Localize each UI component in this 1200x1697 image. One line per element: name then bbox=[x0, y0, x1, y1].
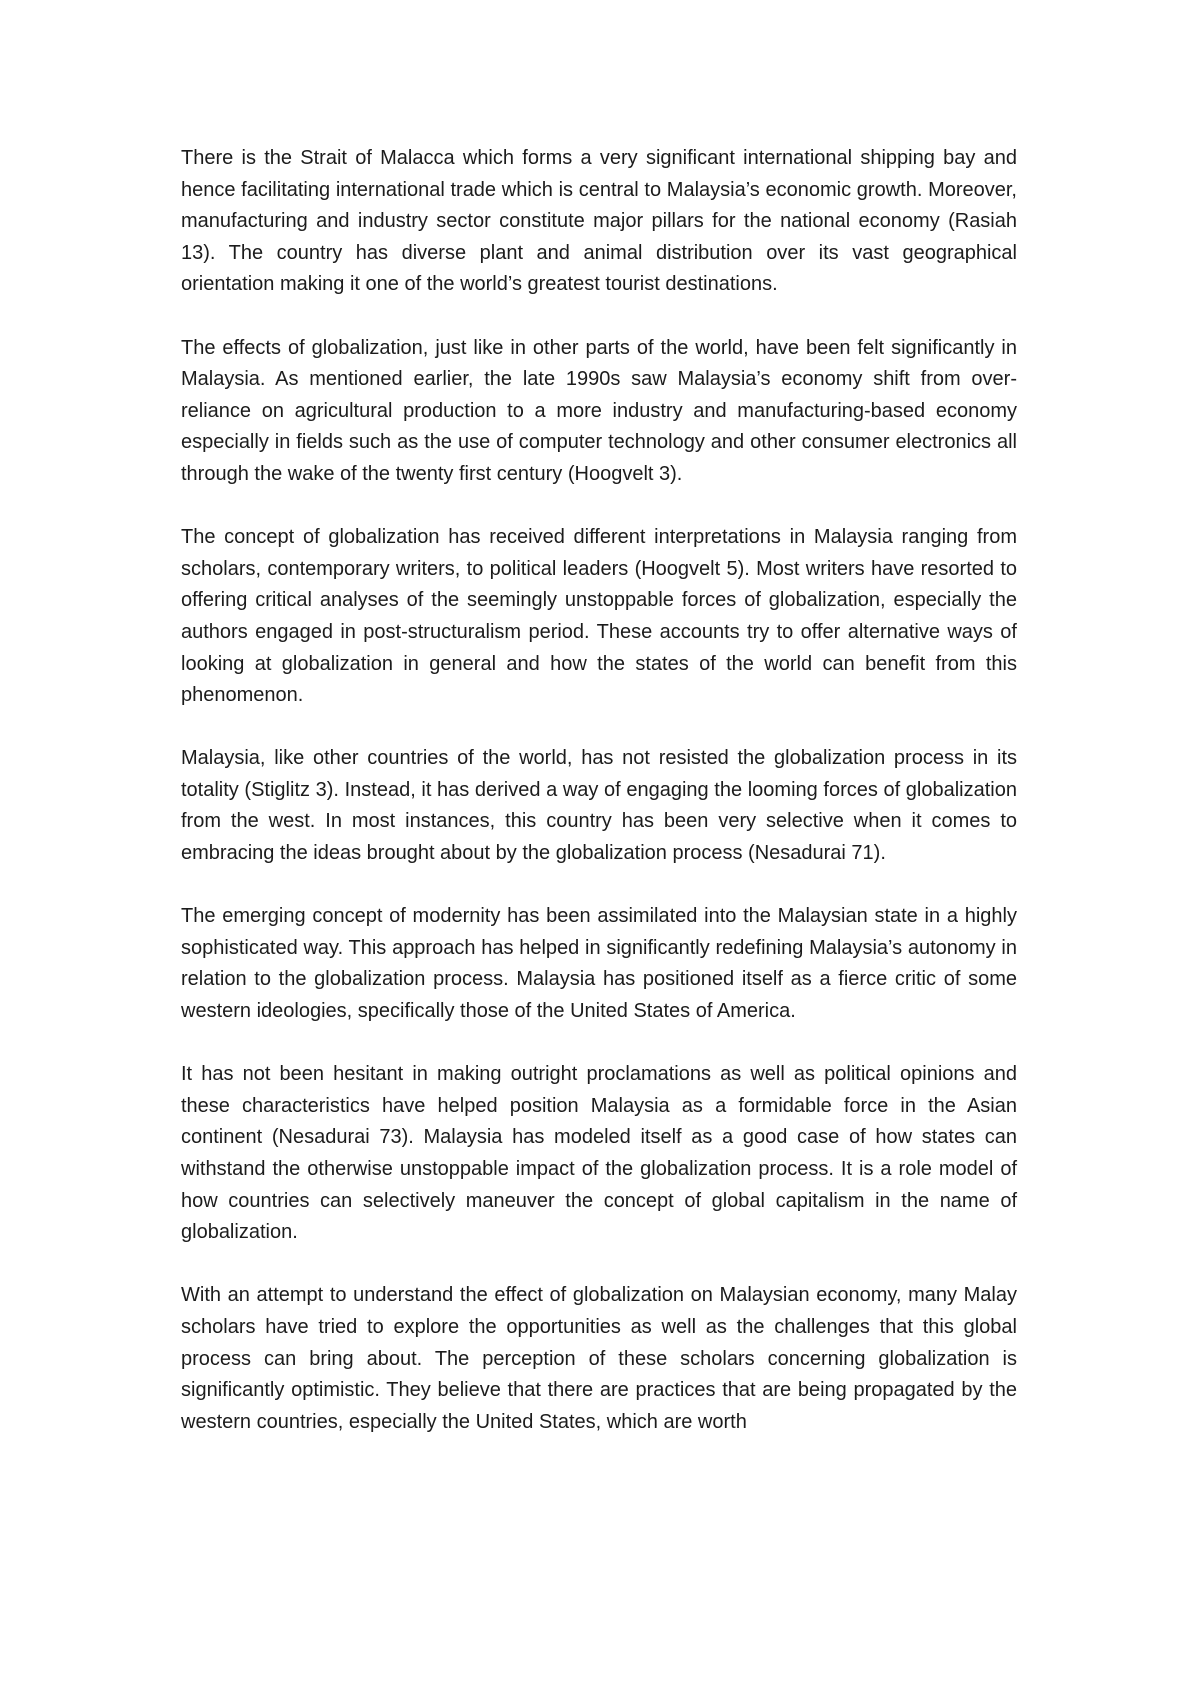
paragraph-concept-interpretations: The concept of globalization has received different interpretations in Malaysia ranging from scholars, contemporary writers, to political leaders (Hoogvelt 5). Most writers have resorted to offering critical analyses of the seemingly unstoppable forces of globalization, especially the authors engaged in post-structuralism period. These accounts try to offer alternative ways of looking at globalization in general and how the states of the world can benefit from this phenomenon. bbox=[181, 526, 1017, 707]
paragraph-effects-of-globalization: The effects of globalization, just like in other parts of the world, have been felt significantly in Malaysia. As mentioned earlier, the late 1990s saw Malaysia’s economy shift from over-reliance on agricultural production to a more industry and manufacturing-based economy especially in fields such as the use of computer technology and other consumer electronics all through the wake of the twenty first century (Hoogvelt 3). bbox=[181, 336, 1017, 485]
paragraph-strait-of-malacca: There is the Strait of Malacca which forms a very significant international shipping bay and hence facilitating international trade which is central to Malaysia’s economic growth. Moreover, manufacturing and industry sector constitute major pillars for the national economy (Rasiah 13). The country has diverse plant and animal distribution over its vast geographical orientation making it one of the world’s greatest tourist destinations. bbox=[181, 147, 1017, 296]
paragraph-political-opinions: It has not been hesitant in making outright proclamations as well as political opinions and these characteristics have helped position Malaysia as a formidable force in the Asian continent (Nesadurai 73). Malaysia has modeled itself as a good case of how states can withstand the otherwise unstoppable impact of the globalization process. It is a role model of how countries can selectively maneuver the concept of global capitalism in the name of globalization. bbox=[181, 1063, 1017, 1244]
paragraph-selective-engagement: Malaysia, like other countries of the world, has not resisted the globalization process in its totality (Stiglitz 3). Instead, it has derived a way of engaging the looming forces of globalization from the west. In most instances, this country has been very selective when it comes to embracing the ideas brought about by the globalization process (Nesadurai 71). bbox=[181, 747, 1017, 865]
paragraph-modernity: The emerging concept of modernity has been assimilated into the Malaysian state in a highly sophisticated way. This approach has helped in significantly redefining Malaysia’s autonomy in relation to the globalization process. Malaysia has positioned itself as a fierce critic of some western ideologies, specifically those of the United States of America. bbox=[181, 905, 1017, 1023]
body-text bbox=[181, 143, 1017, 1438]
paragraph-malay-scholars: With an attempt to understand the effect of globalization on Malaysian economy, many Malay scholars have tried to explore the opportunities as well as the challenges that this global process can bring about. The perception of these scholars concerning globalization is significantly optimistic. They believe that there are practices that are being propagated by the western countries, especially the United States, which are worth bbox=[181, 1284, 1017, 1433]
